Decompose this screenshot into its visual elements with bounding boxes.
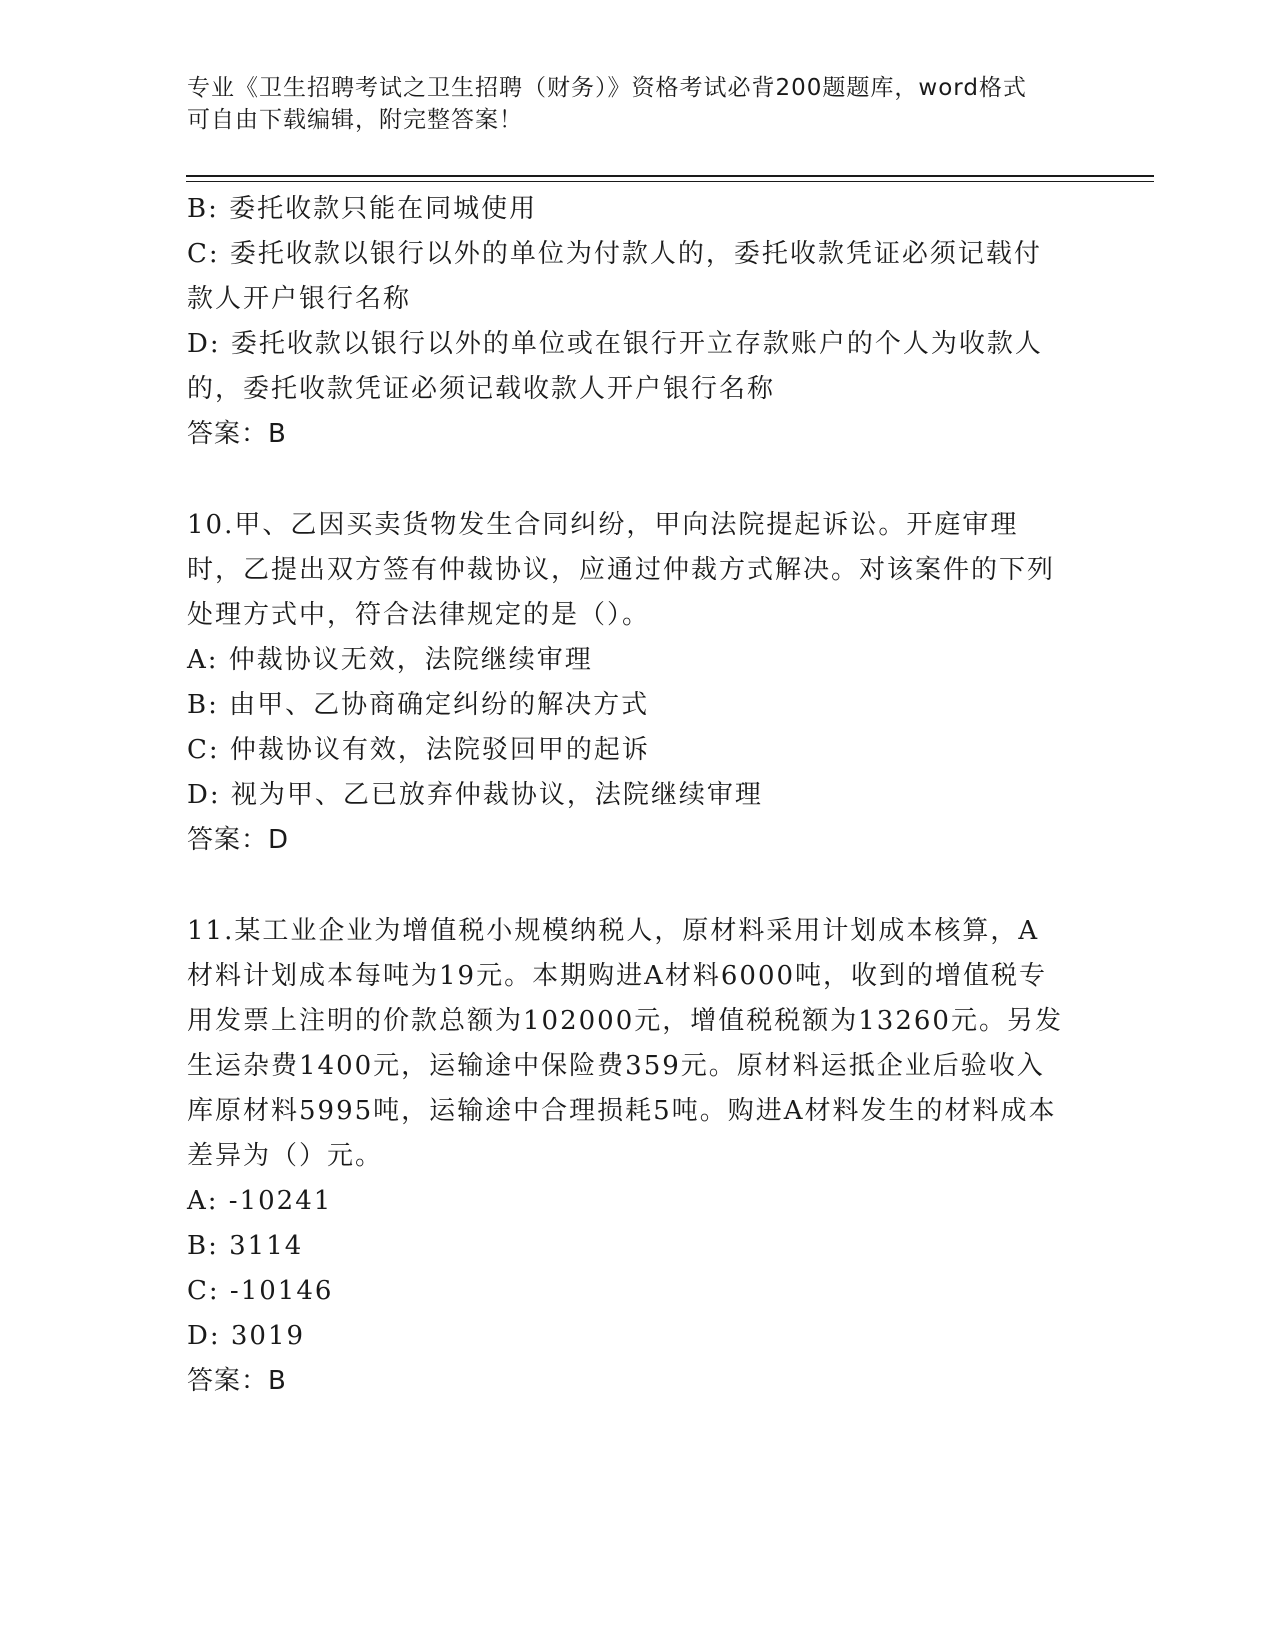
question-11: [187, 909, 1067, 1404]
spacer: [187, 457, 1067, 503]
q9-answer: 答案：B: [187, 419, 287, 449]
q9-option-c: C: 委托收款以银行以外的单位为付款人的，委托收款凭证必须记载付款人开户银行名称: [187, 239, 1042, 314]
q11-option-a: A: -10241: [187, 1186, 333, 1216]
header-title-line-2: 可自由下载编辑，附完整答案！: [187, 107, 523, 133]
q9-option-d: D: 委托收款以银行以外的单位或在银行开立存款账户的个人为收款人的，委托收款凭证必须记载收款人开户银行名称: [187, 329, 1043, 404]
document-header: [187, 72, 1067, 136]
q11-option-d: D: 3019: [187, 1321, 306, 1351]
q11-option-b: B: 3114: [187, 1231, 304, 1261]
q11-stem: 11.某工业企业为增值税小规模纳税人，原材料采用计划成本核算，A材料计划成本每吨为19元。本期购进A材料6000吨，收到的增值税专用发票上注明的价款总额为102000元，增值税税额为13260元。另发生运杂费1400元，运输途中保险费359元。原材料运抵企业后验收入库原材料5995吨，运输途中合理损耗5吨。购进A材料发生的材料成本差异为（）元。: [187, 916, 1063, 1171]
q10-option-d: D: 视为甲、乙已放弃仲裁协议，法院继续审理: [187, 780, 763, 810]
document-body: [187, 187, 1067, 1404]
q10-option-b: B: 由甲、乙协商确定纠纷的解决方式: [187, 690, 650, 720]
q10-option-c: C: 仲裁协议有效，法院驳回甲的起诉: [187, 735, 650, 765]
q10-option-a: A: 仲裁协议无效，法院继续审理: [187, 645, 593, 675]
q11-answer: 答案：B: [187, 1366, 287, 1396]
q10-stem: 10.甲、乙因买卖货物发生合同纠纷，甲向法院提起诉讼。开庭审理时，乙提出双方签有仲裁协议，应通过仲裁方式解决。对该案件的下列处理方式中，符合法律规定的是（）。: [187, 510, 1056, 630]
question-10: [187, 503, 1067, 863]
q11-option-c: C: -10146: [187, 1276, 334, 1306]
header-divider-thin: [186, 181, 1154, 182]
header-title-line-1: 专业《卫生招聘考试之卫生招聘（财务）》资格考试必背200题题库，word格式: [187, 75, 1027, 101]
spacer: [187, 863, 1067, 909]
q10-answer: 答案：D: [187, 825, 290, 855]
q9-option-b: B: 委托收款只能在同城使用: [187, 194, 538, 224]
header-divider-thick: [186, 175, 1154, 177]
question-9-tail: [187, 187, 1067, 457]
